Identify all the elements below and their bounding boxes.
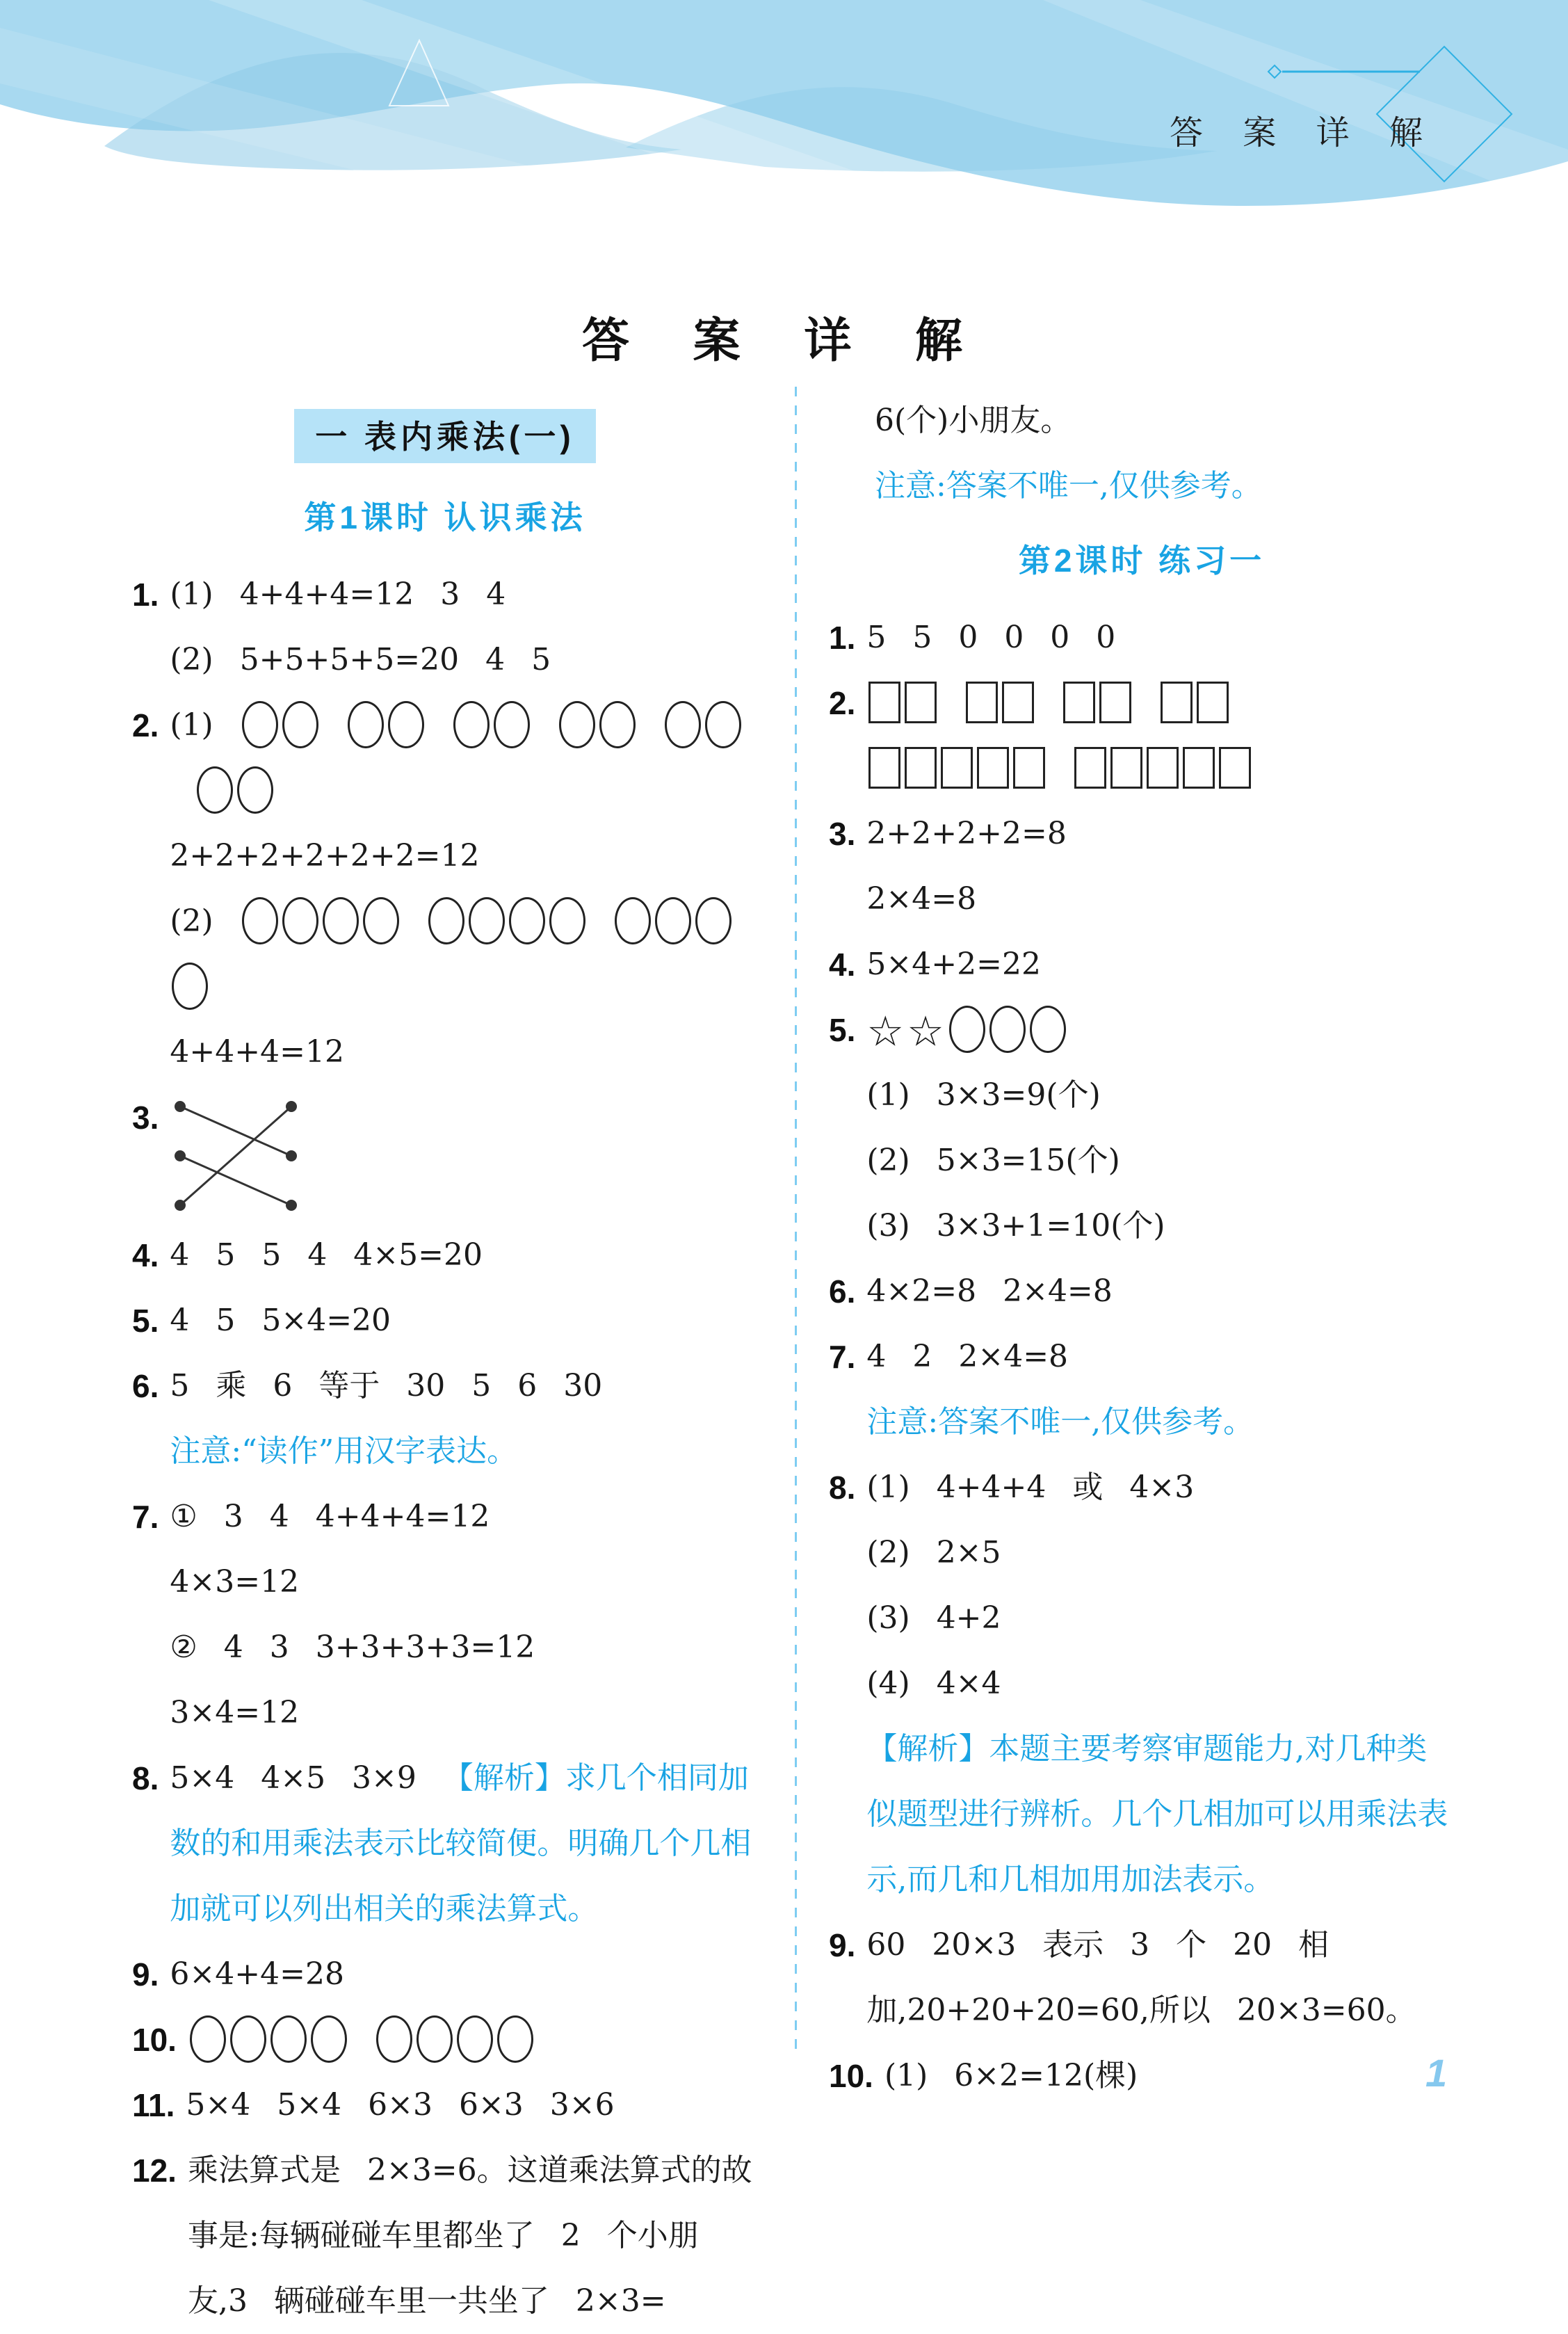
- answer-text: 5×4 5×4 6×3 6×3 3×6: [186, 2087, 615, 2123]
- answer-text: 60 20×3 表示 3 个 20 相加,20+20+20=60,所以 20×3=60。: [866, 1927, 1416, 2028]
- item-number: 5.: [132, 1303, 159, 1339]
- item-number: 5.: [829, 1012, 856, 1048]
- circle-shape: [282, 701, 318, 748]
- answer-text: (2) 5+5+5+5=20 4 5: [170, 642, 551, 677]
- circle-shape: [417, 2015, 453, 2063]
- circle-shape: [549, 897, 585, 944]
- answer-text: 4 5 5 4 4×5=20: [170, 1237, 483, 1273]
- shape-row: [188, 2022, 535, 2057]
- answer-text: (1): [170, 707, 240, 743]
- answer-line: [866, 1259, 1455, 1324]
- answer-text: 乘法算式是 2×3=6。这道乘法算式的故事是:每辆碰碰车里都坐了 2 个小朋友,3 辆碰碰车里一共坐了 2×3=: [187, 2152, 752, 2319]
- answer-line: [866, 1128, 1455, 1193]
- lesson-title: 第2课时 练习一: [1018, 542, 1266, 579]
- answer-line: [866, 997, 1455, 1063]
- item-body: [170, 1223, 758, 1288]
- square-shape: [905, 747, 937, 789]
- answer-line: [866, 736, 1455, 801]
- shape-row: [866, 1007, 1068, 1056]
- item-body: [170, 1288, 758, 1353]
- answer-item: [829, 670, 1455, 801]
- answer-text: ① 3 4 4+4+4=12: [170, 1499, 490, 1534]
- answer-text: 6×4+4=28: [170, 1956, 344, 1992]
- answer-line: [866, 1063, 1455, 1128]
- item-body: [170, 1746, 758, 1942]
- circle-shape: [695, 897, 732, 944]
- square-shape: [905, 682, 937, 723]
- answer-text: 2×4=8: [866, 881, 977, 917]
- square-shape: [1074, 747, 1106, 789]
- left-column: [132, 388, 758, 2334]
- item-number: 2.: [829, 685, 856, 721]
- answer-line: [866, 1913, 1455, 2043]
- answer-text: 4 2 2×4=8: [866, 1339, 1069, 1374]
- item-body: [875, 388, 1455, 519]
- item-number: 1.: [132, 577, 159, 613]
- item-number: 4.: [132, 1237, 159, 1273]
- item-body: [866, 605, 1455, 670]
- circle-shape: [311, 2015, 347, 2063]
- answer-text: (3) 4+2: [866, 1600, 1001, 1636]
- answer-line: [866, 605, 1455, 670]
- answer-text: 5 5 0 0 0 0: [866, 620, 1116, 655]
- item-number: 3.: [132, 1100, 159, 1136]
- item-number: 1.: [829, 620, 856, 656]
- item-number: 2.: [132, 707, 159, 743]
- circle-shape: [363, 897, 399, 944]
- answer-line: [866, 1651, 1455, 1716]
- circle-shape: [494, 701, 530, 748]
- answer-line: [170, 1942, 758, 2007]
- answer-item: [829, 1455, 1455, 1913]
- answer-text: 4×3=12: [170, 1564, 300, 1600]
- item-body: [186, 2073, 758, 2138]
- answer-line: [866, 1455, 1455, 1520]
- answer-line: [188, 2138, 758, 2334]
- answer-text: (2) 2×5: [866, 1535, 1001, 1570]
- answer-line: [170, 1020, 758, 1085]
- answer-line: [170, 1085, 758, 1223]
- answer-item: [132, 1223, 758, 1288]
- page-number: 1: [1425, 2051, 1448, 2095]
- circle-shape: [190, 2015, 226, 2063]
- answer-text: (1) 3×3=9(个): [866, 1077, 1101, 1113]
- answer-text: 5×4 4×5 3×9: [170, 1760, 443, 1796]
- answer-text: (1) 4+4+4=12 3 4: [170, 577, 506, 612]
- answer-text: 2+2+2+2+2+2=12: [170, 838, 480, 874]
- answer-item: [132, 1942, 758, 2007]
- answer-item: [132, 562, 758, 693]
- item-body: [188, 2007, 758, 2073]
- answer-text: 5×4+2=22: [866, 947, 1041, 982]
- item-number: 10.: [829, 2058, 873, 2094]
- answer-item: [132, 2138, 758, 2334]
- item-number: 7.: [829, 1339, 856, 1375]
- item-body: [170, 1942, 758, 2007]
- answer-line: [866, 932, 1455, 997]
- answer-text: (3) 3×3+1=10(个): [866, 1208, 1165, 1244]
- answer-line: [884, 2043, 1455, 2109]
- answer-text: (1) 6×2=12(棵): [884, 2058, 1138, 2093]
- item-body: [866, 997, 1455, 1259]
- item-body: [170, 1353, 758, 1484]
- shape-row: [170, 903, 733, 1004]
- square-shape: [941, 747, 973, 789]
- shape-row: [866, 750, 1253, 786]
- shape-row: [170, 707, 743, 808]
- answer-line: [170, 693, 758, 823]
- circle-shape: [559, 701, 595, 748]
- answer-line: [170, 1484, 758, 1550]
- circle-shape: [282, 897, 318, 944]
- answer-line: [866, 1390, 1455, 1455]
- circle-shape: [197, 766, 233, 814]
- item-body: [170, 562, 758, 693]
- circle-shape: [376, 2015, 412, 2063]
- item-number: 3.: [829, 816, 856, 852]
- circle-shape: [469, 897, 505, 944]
- item-body: [188, 2138, 758, 2334]
- item-body: [170, 693, 758, 1085]
- item-number: 12.: [132, 2152, 177, 2189]
- answer-line: [170, 823, 758, 889]
- circle-shape: [242, 701, 278, 748]
- star-shape: ☆: [866, 1007, 907, 1056]
- answer-line: [170, 627, 758, 693]
- answer-line: [170, 1550, 758, 1615]
- answer-line: [188, 2007, 758, 2073]
- answer-line: [170, 1746, 758, 1942]
- circle-shape: [949, 1006, 985, 1053]
- answer-item: [829, 1913, 1455, 2043]
- note-text: 注意:“读作”用汉字表达。: [170, 1433, 518, 1469]
- answer-text: 6(个)小朋友。: [875, 403, 1072, 438]
- item-number: 4.: [829, 947, 856, 983]
- item-body: [884, 2043, 1455, 2109]
- circle-shape: [655, 897, 691, 944]
- answer-line: [866, 867, 1455, 932]
- answer-line: [170, 1680, 758, 1746]
- circle-shape: [615, 897, 651, 944]
- circle-shape: [242, 897, 278, 944]
- item-body: [866, 932, 1455, 997]
- answer-text: 4×2=8 2×4=8: [866, 1273, 1113, 1309]
- answer-text: 4+4+4=12: [170, 1034, 344, 1070]
- answer-line: [170, 1419, 758, 1484]
- answer-line: [170, 1353, 758, 1419]
- item-number: 11.: [132, 2087, 175, 2123]
- square-shape: [1110, 747, 1142, 789]
- item-body: [866, 801, 1455, 932]
- item-number: 9.: [829, 1927, 856, 1963]
- square-shape: [1161, 682, 1193, 723]
- answer-line: [170, 1615, 758, 1680]
- square-shape: [1099, 682, 1131, 723]
- square-shape: [1063, 682, 1095, 723]
- circle-shape: [230, 2015, 266, 2063]
- lesson-title: 第1课时 认识乘法: [304, 499, 586, 536]
- circle-shape: [388, 701, 424, 748]
- answer-item: [132, 1353, 758, 1484]
- item-number: 6.: [829, 1273, 856, 1310]
- answer-item: [829, 2043, 1455, 2109]
- item-number: 8.: [132, 1760, 159, 1796]
- circle-shape: [428, 897, 464, 944]
- circle-shape: [1030, 1006, 1066, 1053]
- answer-line: [170, 1223, 758, 1288]
- star-shape: ☆: [907, 1007, 947, 1056]
- circle-shape: [705, 701, 741, 748]
- answer-line: [866, 1716, 1455, 1913]
- answer-item: [829, 1259, 1455, 1324]
- answer-item: [829, 932, 1455, 997]
- answer-line: [170, 562, 758, 627]
- answer-item: [829, 997, 1455, 1259]
- answer-line: [866, 1193, 1455, 1259]
- answer-text: 3×4=12: [170, 1695, 300, 1730]
- answer-item: [132, 1288, 758, 1353]
- circle-shape: [270, 2015, 307, 2063]
- square-shape: [966, 682, 998, 723]
- circle-shape: [497, 2015, 533, 2063]
- item-body: [866, 1913, 1455, 2043]
- answer-line: [866, 1586, 1455, 1651]
- header-page-label: 答 案 详 解: [1170, 115, 1439, 152]
- circle-shape: [599, 701, 636, 748]
- answer-item: [829, 388, 1455, 519]
- answer-text: 4 5 5×4=20: [170, 1303, 391, 1338]
- shape-row: [866, 685, 1231, 721]
- answer-item: [132, 2073, 758, 2138]
- answer-line: [875, 388, 1455, 453]
- right-column: [829, 388, 1455, 2109]
- note-text: 【解析】本题主要考察审题能力,对几种类似题型进行辨析。几个几相加可以用乘法表示,而几和几相加用加法表示。: [866, 1731, 1448, 1897]
- square-shape: [1197, 682, 1229, 723]
- square-shape: [977, 747, 1009, 789]
- answer-text: (2): [170, 903, 240, 939]
- square-shape: [1183, 747, 1215, 789]
- item-body: [866, 1455, 1455, 1913]
- column-divider: [795, 387, 797, 2056]
- note-text: 注意:答案不唯一,仅供参考。: [866, 1404, 1254, 1440]
- item-body: [866, 670, 1455, 801]
- circle-shape: [323, 897, 359, 944]
- answer-text: 2+2+2+2=8: [866, 816, 1067, 851]
- item-number: 7.: [132, 1499, 159, 1535]
- answer-line: [866, 801, 1455, 867]
- item-number: 9.: [132, 1956, 159, 1993]
- answer-item: [829, 801, 1455, 932]
- page-title: 答 案 详 解: [581, 313, 987, 369]
- answer-line: [866, 670, 1455, 736]
- answer-item: [829, 605, 1455, 670]
- circle-shape: [509, 897, 545, 944]
- square-shape: [1219, 747, 1251, 789]
- answer-text: (2) 5×3=15(个): [866, 1143, 1120, 1178]
- note-text: 注意:答案不唯一,仅供参考。: [875, 468, 1262, 504]
- item-number: 8.: [829, 1470, 856, 1506]
- square-shape: [1013, 747, 1045, 789]
- note-text: 【解析】求几个相同加数的和用乘法表示比较简便。明确几个几相加就可以列出相关的乘法算式。: [170, 1760, 752, 1926]
- square-shape: [868, 747, 900, 789]
- item-body: [866, 1324, 1455, 1455]
- item-body: [170, 1484, 758, 1746]
- square-shape: [1002, 682, 1034, 723]
- matching-diagram: [170, 1188, 302, 1223]
- answer-line: [866, 1520, 1455, 1586]
- circle-shape: [237, 766, 273, 814]
- answer-text: (4) 4×4: [866, 1666, 1001, 1701]
- item-body: [866, 1259, 1455, 1324]
- answer-line: [186, 2073, 758, 2138]
- answer-item: [132, 1746, 758, 1942]
- circle-shape: [348, 701, 384, 748]
- square-shape: [1147, 747, 1179, 789]
- circle-shape: [989, 1006, 1026, 1053]
- square-shape: [868, 682, 900, 723]
- answer-text: 5 乘 6 等于 30 5 6 30: [170, 1368, 603, 1403]
- circle-shape: [457, 2015, 493, 2063]
- item-number: 10.: [132, 2022, 177, 2058]
- circle-shape: [665, 701, 701, 748]
- unit-section-title: 一 表内乘法(一): [294, 409, 595, 463]
- circle-shape: [453, 701, 490, 748]
- item-body: [170, 1085, 758, 1223]
- answer-text: ② 4 3 3+3+3+3=12: [170, 1629, 535, 1665]
- answer-item: [132, 1085, 758, 1223]
- answer-line: [170, 1288, 758, 1353]
- item-number: 6.: [132, 1368, 159, 1404]
- circle-shape: [172, 963, 208, 1010]
- answer-item: [829, 1324, 1455, 1455]
- answer-item: [132, 2007, 758, 2073]
- answer-item: [132, 693, 758, 1085]
- answer-line: [170, 889, 758, 1020]
- answer-item: [132, 1484, 758, 1746]
- answer-line: [875, 453, 1455, 519]
- answer-text: (1) 4+4+4 或 4×3: [866, 1470, 1195, 1505]
- answer-line: [866, 1324, 1455, 1390]
